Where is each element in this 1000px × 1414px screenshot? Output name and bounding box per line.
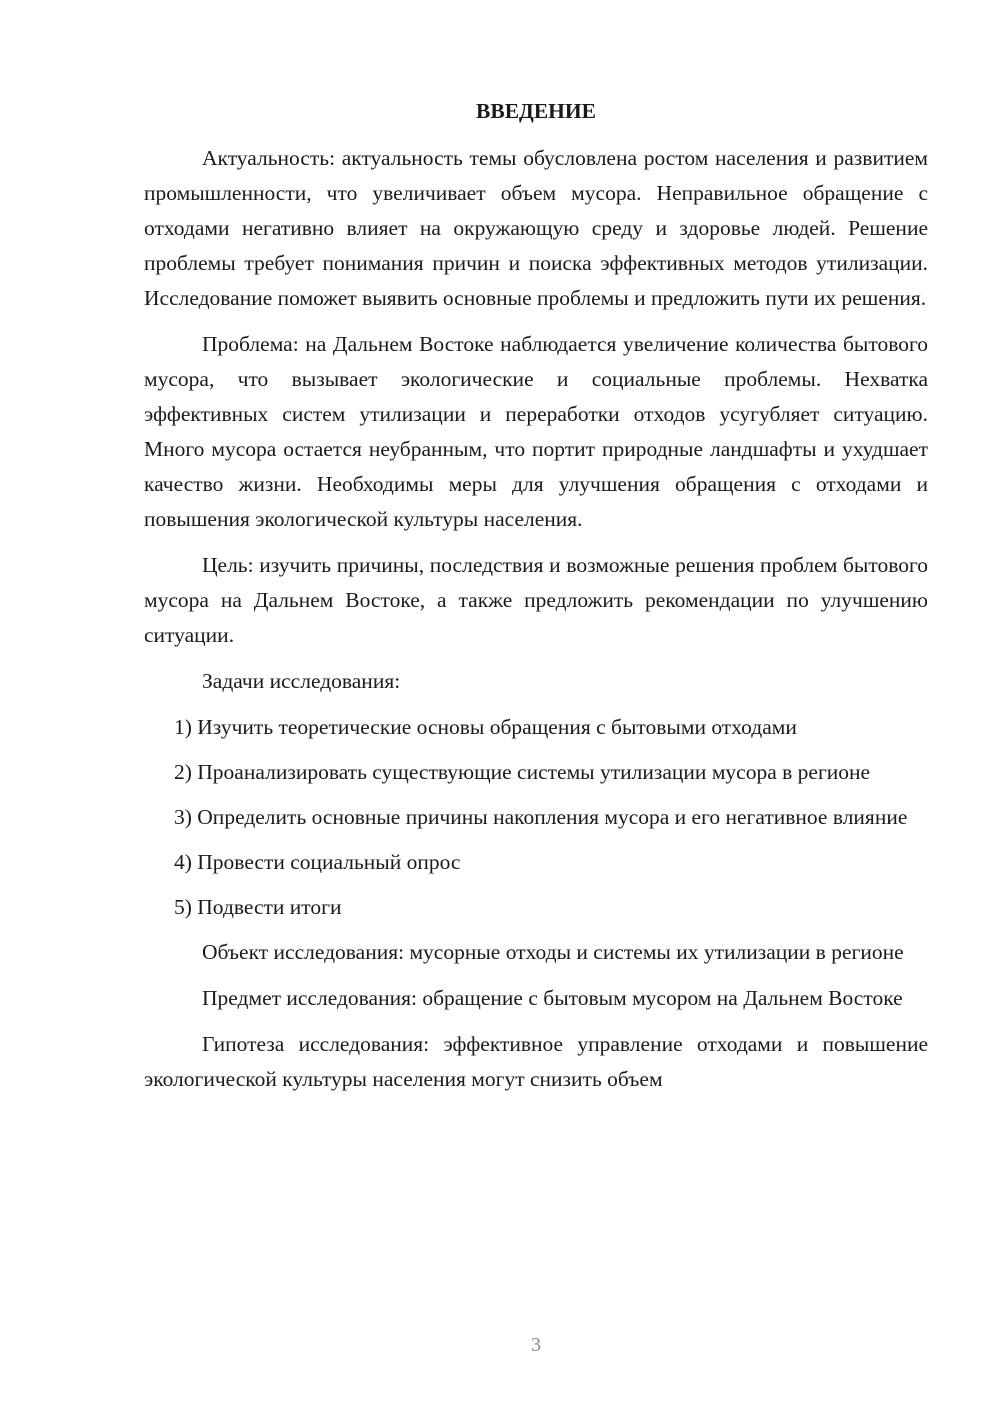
- task-item: 2) Проанализировать существующие системы утилизации мусора в регионе: [174, 760, 871, 784]
- paragraph-problem: Проблема: на Дальнем Востоке наблюдается увеличение количества бытового мусора, что вызывает экологические и социальные проблемы. Нехватка эффективных систем утилизации и переработки отходов усугубляет ситуацию. Много мусора остается неубранным, что портит природные ландшафты и ухудшает качество жизни. Необходимы меры для улучшения обращения с отходами и повышения экологической культуры населения.: [144, 332, 928, 531]
- document-body: [144, 94, 928, 1108]
- task-item: 5) Подвести итоги: [174, 895, 342, 919]
- section-heading: ВВЕДЕНИЕ: [476, 99, 596, 123]
- task-item: 4) Провести социальный опрос: [174, 850, 461, 874]
- paragraph-relevance: Актуальность: актуальность темы обусловлена ростом населения и развитием промышленности, что увеличивает объем мусора. Неправильное обращение с отходами негативно влияет на окружающую среду и здоровье людей. Решение проблемы требует понимания причин и поиска эффективных методов утилизации. Исследование поможет выявить основные проблемы и предложить пути их решения.: [144, 146, 928, 310]
- page-number: 3: [531, 1334, 541, 1356]
- paragraph-subject: Предмет исследования: обращение с бытовым мусором на Дальнем Востоке: [202, 986, 903, 1010]
- task-item: 3) Определить основные причины накопления мусора и его негативное влияние: [174, 805, 908, 829]
- paragraph-hypothesis: Гипотеза исследования: эффективное управление отходами и повышение экологической культуры населения могут снизить объем: [144, 1032, 928, 1091]
- paragraph-goal: Цель: изучить причины, последствия и возможные решения проблем бытового мусора на Дальнем Востоке, а также предложить рекомендации по улучшению ситуации.: [144, 553, 928, 647]
- task-item: 1) Изучить теоретические основы обращения с бытовыми отходами: [174, 715, 797, 739]
- paragraph-tasks-intro: Задачи исследования:: [202, 669, 401, 693]
- paragraph-object: Объект исследования: мусорные отходы и системы их утилизации в регионе: [202, 940, 904, 964]
